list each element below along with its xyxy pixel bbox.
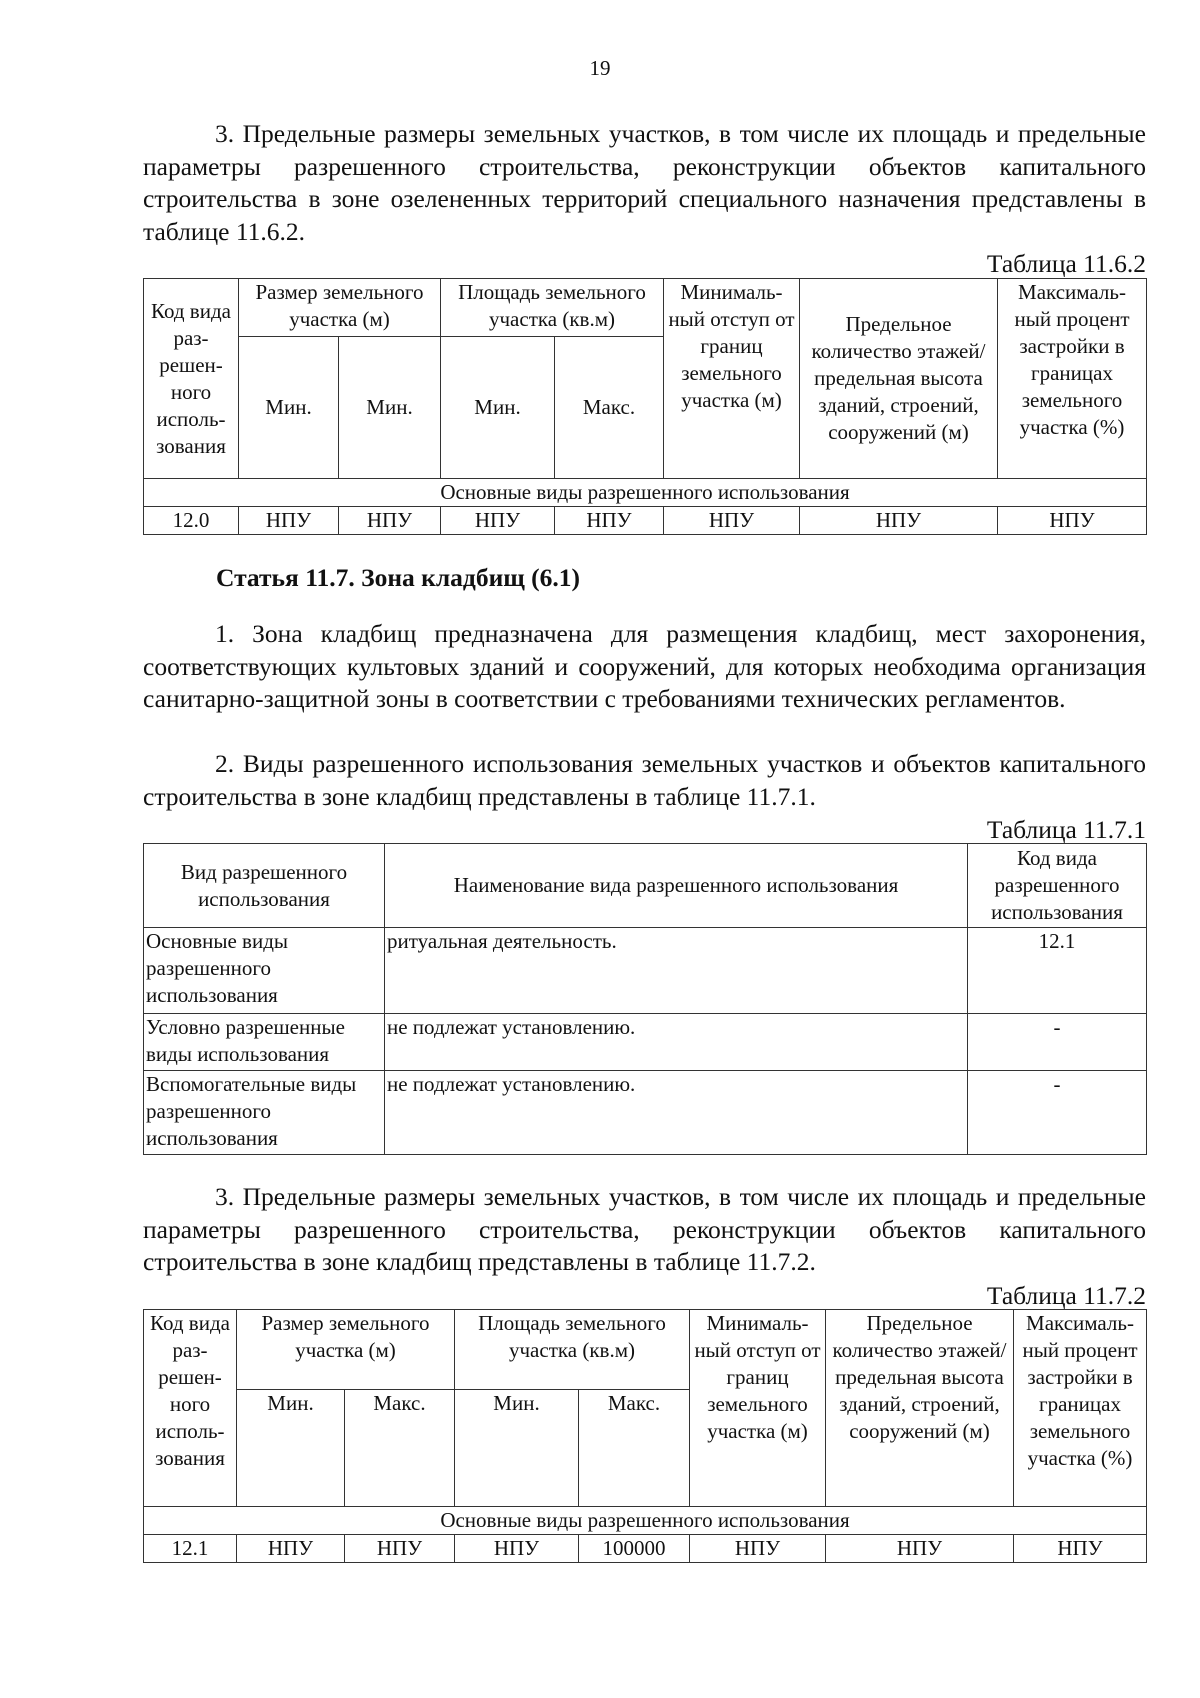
- table-11-6-2: [143, 278, 1147, 535]
- section-row: Основные виды разрешенного использования: [144, 479, 1147, 507]
- paragraph-limits-11-6: 3. Предельные размеры земельных участков, в том числе их площадь и предельные параметры разрешенного строительства, реконструкции объектов капитального строительства в зоне озелененных территорий специального назначения представлены в таблице 11.6.2.: [143, 119, 1146, 246]
- table-cell: -: [968, 1071, 1147, 1155]
- header-code: Код вида раз-решен-ного исполь-зования: [144, 279, 239, 479]
- table-cell: 12.1: [144, 1535, 237, 1563]
- table-caption-11-6-2: Таблица 11.6.2: [986, 249, 1146, 278]
- header-floors: Предельное количество этажей/ предельная высота зданий, строений, сооружений (м): [800, 279, 998, 479]
- header-area: Площадь земельного участка (кв.м): [455, 1310, 690, 1390]
- table-caption-11-7-1: Таблица 11.7.1: [986, 815, 1146, 844]
- header-min-offset: Минималь-ный отступ от границ земельного участка (м): [664, 279, 800, 479]
- subheader: Макс.: [579, 1390, 690, 1507]
- table-cell: 12.1: [968, 928, 1147, 1014]
- paragraph-zone-purpose: 1. Зона кладбищ предназначена для размещения кладбищ, мест захоронения, соответствующих культовых зданий и сооружений, для которых необходима организация санитарно-защитной зоны в соответствии с требованиями технических регламентов.: [143, 619, 1146, 713]
- header-max-percent: Максималь-ный процент застройки в границах земельного участка (%): [998, 279, 1147, 479]
- header-max-percent: Максималь-ный процент застройки в границах земельного участка (%): [1014, 1310, 1147, 1507]
- subheader: Мин.: [441, 337, 555, 479]
- table-cell: НПУ: [690, 1535, 826, 1563]
- table-cell: ритуальная деятельность.: [385, 928, 968, 1014]
- subheader: Мин.: [455, 1390, 579, 1507]
- table-cell: 12.0: [144, 507, 239, 535]
- header-code: Код вида раз-решен-ного исполь-зования: [144, 1310, 237, 1507]
- table-cell: 100000: [579, 1535, 690, 1563]
- header-floors: Предельное количество этажей/ предельная высота зданий, строений, сооружений (м): [826, 1310, 1014, 1507]
- table-11-7-2: [143, 1309, 1147, 1563]
- header-area: Площадь земельного участка (кв.м): [441, 279, 664, 337]
- table-cell: не подлежат установлению.: [385, 1071, 968, 1155]
- table-cell: -: [968, 1014, 1147, 1071]
- table-cell: НПУ: [455, 1535, 579, 1563]
- table-cell: НПУ: [345, 1535, 455, 1563]
- header-use-code: Код вида разрешенного использования: [968, 844, 1147, 928]
- table-cell: НПУ: [1014, 1535, 1147, 1563]
- header-use-name: Наименование вида разрешенного использования: [385, 844, 968, 928]
- header-use-type: Вид разрешенного использования: [144, 844, 385, 928]
- header-min-offset: Минималь-ный отступ от границ земельного участка (м): [690, 1310, 826, 1507]
- subheader: Макс.: [555, 337, 664, 479]
- subheader: Мин.: [239, 337, 339, 479]
- paragraph-limits-11-7: 3. Предельные размеры земельных участков, в том числе их площадь и предельные параметры разрешенного строительства, реконструкции объектов капитального строительства в зоне кладбищ представлены в таблице 11.7.2.: [143, 1182, 1146, 1276]
- table-cell: НПУ: [826, 1535, 1014, 1563]
- table-cell: НПУ: [664, 507, 800, 535]
- table-11-7-1: [143, 843, 1147, 1155]
- table-cell: Условно разрешенные виды использования: [144, 1014, 385, 1071]
- paragraph-permitted-uses: 2. Виды разрешенного использования земельных участков и объектов капитального строительства в зоне кладбищ представлены в таблице 11.7.1.: [143, 749, 1146, 811]
- section-row: Основные виды разрешенного использования: [144, 1507, 1147, 1535]
- table-cell: НПУ: [998, 507, 1147, 535]
- header-size: Размер земельного участка (м): [237, 1310, 455, 1390]
- table-cell: не подлежат установлению.: [385, 1014, 968, 1071]
- header-size: Размер земельного участка (м): [239, 279, 441, 337]
- table-cell: НПУ: [441, 507, 555, 535]
- table-cell: Вспомогательные виды разрешенного использования: [144, 1071, 385, 1155]
- table-cell: Основные виды разрешенного использования: [144, 928, 385, 1014]
- subheader: Мин.: [237, 1390, 345, 1507]
- subheader: Макс.: [345, 1390, 455, 1507]
- table-caption-11-7-2: Таблица 11.7.2: [986, 1281, 1146, 1310]
- table-cell: НПУ: [239, 507, 339, 535]
- page-number: 19: [589, 56, 611, 80]
- subheader: Мин.: [339, 337, 441, 479]
- table-cell: НПУ: [800, 507, 998, 535]
- table-cell: НПУ: [555, 507, 664, 535]
- article-heading: Статья 11.7. Зона кладбищ (6.1): [216, 563, 581, 592]
- table-cell: НПУ: [237, 1535, 345, 1563]
- table-cell: НПУ: [339, 507, 441, 535]
